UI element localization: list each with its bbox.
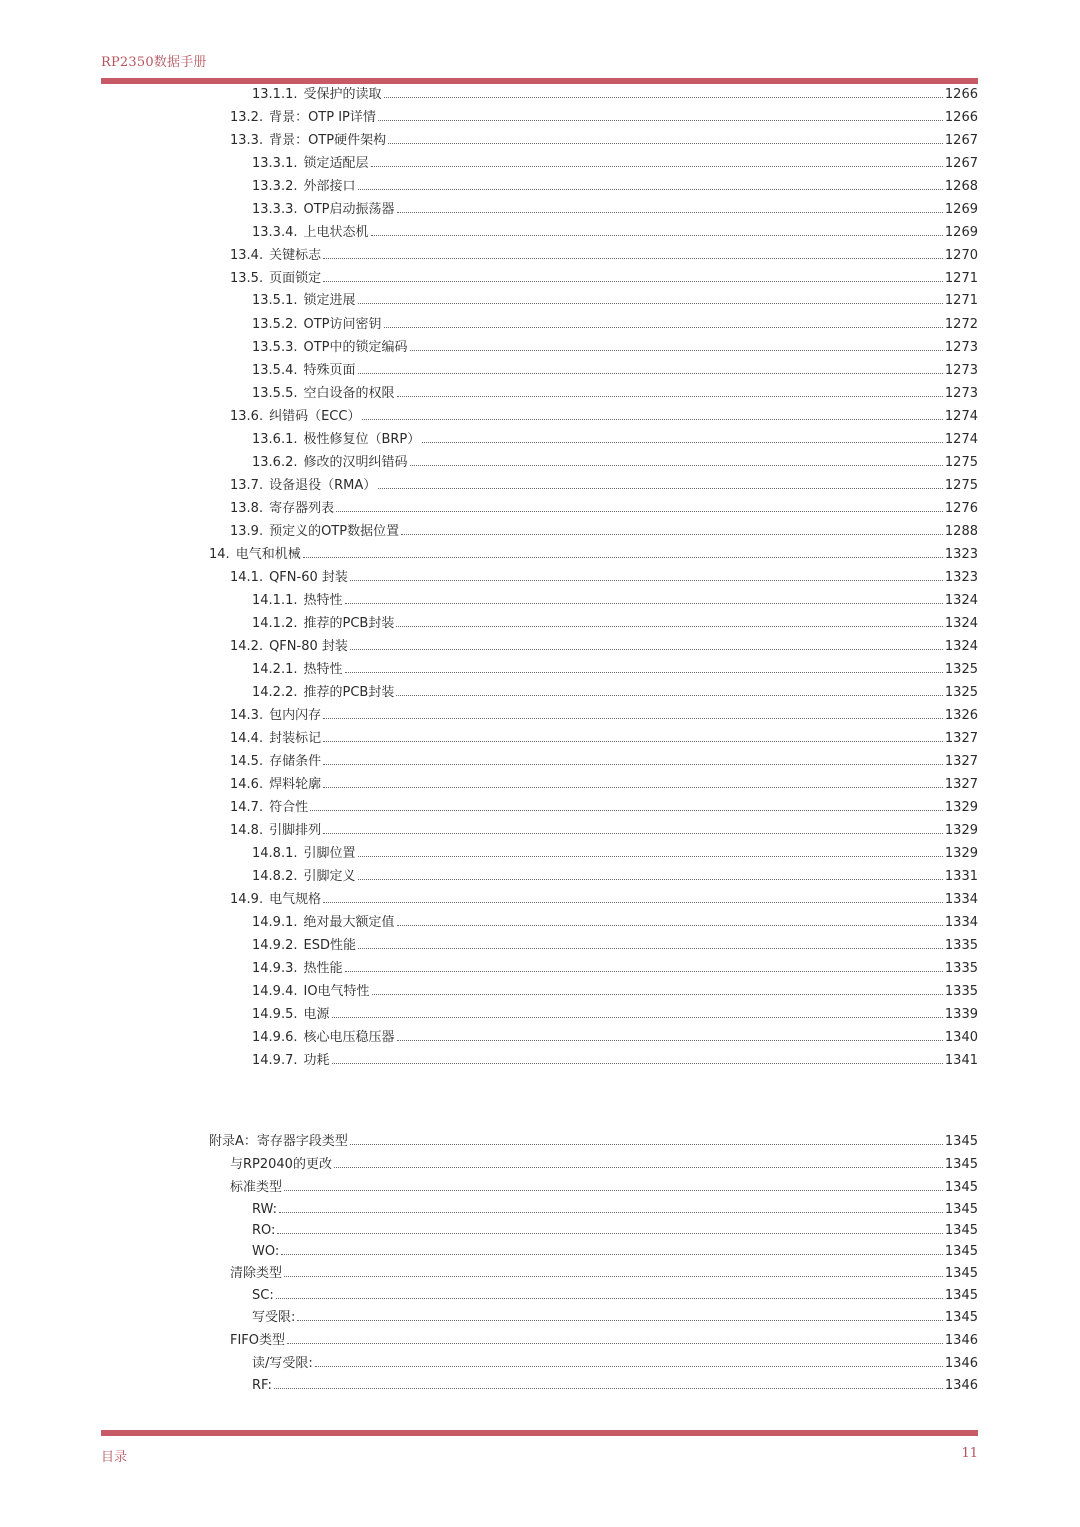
toc-entry-title: 设备退役（RMA） xyxy=(269,478,377,493)
toc-entry-title: 功耗 xyxy=(303,1053,330,1068)
toc-entry-title: 电源 xyxy=(303,1007,330,1022)
toc-entry[interactable] xyxy=(230,798,978,818)
toc-entry-page-number: 1269 xyxy=(944,225,978,240)
toc-entry[interactable] xyxy=(252,936,978,956)
toc-dot-leader xyxy=(284,1190,943,1191)
toc-entry-page-number: 1271 xyxy=(944,293,978,308)
toc-dot-leader xyxy=(297,1320,943,1321)
toc-entry[interactable] xyxy=(209,1132,978,1152)
toc-entry-number: 14. xyxy=(209,547,230,562)
toc-entry-title: 寄存器列表 xyxy=(269,501,335,516)
toc-entry[interactable] xyxy=(230,1264,978,1284)
toc-dot-leader xyxy=(410,350,943,351)
toc-entry-number: 14.9. xyxy=(230,892,264,907)
toc-entry-page-number: 1267 xyxy=(944,156,978,171)
toc-dot-leader xyxy=(358,856,943,857)
toc-entry-page-number: 1323 xyxy=(944,570,978,585)
toc-dot-leader xyxy=(350,580,943,581)
toc-entry-title: SC: xyxy=(252,1288,274,1303)
toc-entry-page-number: 1324 xyxy=(944,616,978,631)
toc-dot-leader xyxy=(396,626,943,627)
toc-entry[interactable] xyxy=(252,315,978,335)
toc-entry[interactable] xyxy=(252,982,978,1002)
toc-entry-title: QFN-60 封装 xyxy=(269,570,348,585)
toc-entry-number: 13.5.4. xyxy=(252,363,298,378)
toc-entry[interactable] xyxy=(230,775,978,795)
toc-entry-number: 13.5.1. xyxy=(252,293,298,308)
toc-entry[interactable] xyxy=(252,591,978,611)
toc-entry-page-number: 1345 xyxy=(944,1266,978,1281)
footer-section-label: 目录 xyxy=(101,1450,128,1465)
toc-entry-page-number: 1270 xyxy=(944,248,978,263)
toc-entry-page-number: 1268 xyxy=(944,179,978,194)
toc-entry[interactable] xyxy=(252,614,978,634)
toc-entry[interactable] xyxy=(230,499,978,519)
toc-entry-number: 13.3.4. xyxy=(252,225,298,240)
toc-entry-page-number: 1272 xyxy=(944,317,978,332)
toc-entry-title: 标准类型 xyxy=(230,1180,283,1195)
toc-entry-page-number: 1339 xyxy=(944,1007,978,1022)
toc-entry-page-number: 1326 xyxy=(944,708,978,723)
toc-dot-leader xyxy=(345,672,943,673)
toc-entry-number: 14.9.5. xyxy=(252,1007,298,1022)
toc-entry[interactable] xyxy=(252,867,978,887)
toc-entry-number: 13.5.2. xyxy=(252,317,298,332)
toc-entry-number: 13.3. xyxy=(230,133,264,148)
toc-entry-page-number: 1334 xyxy=(944,915,978,930)
toc-entry-title: 极性修复位（BRP） xyxy=(303,432,421,447)
toc-entry-page-number: 1325 xyxy=(944,685,978,700)
toc-dot-leader xyxy=(371,235,943,236)
toc-entry-page-number: 1275 xyxy=(944,455,978,470)
toc-dot-leader xyxy=(350,1144,943,1145)
toc-entry[interactable] xyxy=(252,1286,978,1306)
toc-entry[interactable] xyxy=(230,522,978,542)
toc-entry[interactable] xyxy=(252,1005,978,1025)
toc-entry-page-number: 1273 xyxy=(944,340,978,355)
toc-entry-number: 14.6. xyxy=(230,777,264,792)
toc-dot-leader xyxy=(350,649,943,650)
toc-entry[interactable] xyxy=(252,1028,978,1048)
toc-entry-number: 13.6.1. xyxy=(252,432,298,447)
toc-entry-page-number: 1267 xyxy=(944,133,978,148)
toc-entry-number: 13.3.2. xyxy=(252,179,298,194)
toc-entry[interactable] xyxy=(252,1051,978,1071)
toc-entry-title: 附录A：寄存器字段类型 xyxy=(209,1134,348,1149)
toc-dot-leader xyxy=(358,189,943,190)
toc-entry-page-number: 1345 xyxy=(944,1180,978,1195)
toc-dot-leader xyxy=(397,925,943,926)
toc-entry-title: 推荐的PCB封装 xyxy=(303,685,395,700)
toc-entry[interactable] xyxy=(252,1354,978,1374)
toc-entry-page-number: 1329 xyxy=(944,800,978,815)
toc-entry-title: 受保护的读取 xyxy=(303,87,382,102)
toc-entry-title: 引脚排列 xyxy=(269,823,322,838)
toc-entry-page-number: 1346 xyxy=(944,1333,978,1348)
toc-entry[interactable] xyxy=(230,407,978,427)
toc-entry-number: 14.8. xyxy=(230,823,264,838)
toc-dot-leader xyxy=(397,396,943,397)
toc-entry-page-number: 1335 xyxy=(944,938,978,953)
toc-dot-leader xyxy=(332,1017,943,1018)
toc-entry[interactable] xyxy=(230,568,978,588)
toc-entry-title: RW: xyxy=(252,1202,277,1217)
toc-entry[interactable] xyxy=(230,1331,978,1351)
toc-entry-page-number: 1345 xyxy=(944,1134,978,1149)
toc-dot-leader xyxy=(323,833,943,834)
toc-entry-number: 14.2. xyxy=(230,639,264,654)
toc-entry-page-number: 1329 xyxy=(944,823,978,838)
toc-entry-number: 14.2.1. xyxy=(252,662,298,677)
toc-entry-number: 13.6.2. xyxy=(252,455,298,470)
toc-entry[interactable] xyxy=(252,154,978,174)
toc-entry-title: 锁定适配层 xyxy=(303,156,369,171)
toc-entry-title: 热性能 xyxy=(303,961,343,976)
toc-entry[interactable] xyxy=(252,291,978,311)
toc-dot-leader xyxy=(384,327,943,328)
toc-entry-number: 14.8.2. xyxy=(252,869,298,884)
toc-entry[interactable] xyxy=(252,338,978,358)
toc-entry-title: RO: xyxy=(252,1223,276,1238)
toc-entry-page-number: 1266 xyxy=(944,110,978,125)
toc-entry-title: OTP访问密钥 xyxy=(303,317,382,332)
toc-dot-leader xyxy=(310,810,943,811)
toc-dot-leader xyxy=(323,787,943,788)
toc-entry-title: 电气和机械 xyxy=(235,547,301,562)
toc-dot-leader xyxy=(362,419,942,420)
toc-entry-page-number: 1345 xyxy=(944,1202,978,1217)
toc-entry-number: 13.3.1. xyxy=(252,156,298,171)
toc-entry-number: 13.7. xyxy=(230,478,264,493)
toc-entry-page-number: 1331 xyxy=(944,869,978,884)
toc-entry-number: 14.9.1. xyxy=(252,915,298,930)
toc-entry[interactable] xyxy=(252,200,978,220)
toc-entry-page-number: 1327 xyxy=(944,754,978,769)
toc-entry-title: OTP启动振荡器 xyxy=(303,202,395,217)
toc-entry[interactable] xyxy=(252,844,978,864)
toc-dot-leader xyxy=(323,741,943,742)
toc-dot-leader xyxy=(303,557,943,558)
toc-dot-leader xyxy=(358,373,943,374)
toc-dot-leader xyxy=(422,442,943,443)
toc-entry-number: 13.5.5. xyxy=(252,386,298,401)
toc-dot-leader xyxy=(279,1212,943,1213)
toc-entry-page-number: 1274 xyxy=(944,409,978,424)
toc-dot-leader xyxy=(371,166,943,167)
toc-dot-leader xyxy=(276,1298,943,1299)
toc-dot-leader xyxy=(332,1063,943,1064)
toc-entry[interactable] xyxy=(252,177,978,197)
toc-entry-page-number: 1340 xyxy=(944,1030,978,1045)
toc-entry-page-number: 1345 xyxy=(944,1244,978,1259)
toc-entry-page-number: 1345 xyxy=(944,1223,978,1238)
toc-entry[interactable] xyxy=(230,637,978,657)
toc-entry-title: WO: xyxy=(252,1244,280,1259)
footer-rule xyxy=(101,1430,978,1436)
toc-entry[interactable] xyxy=(230,476,978,496)
toc-entry[interactable] xyxy=(252,959,978,979)
toc-entry-number: 14.1. xyxy=(230,570,264,585)
toc-dot-leader xyxy=(358,879,943,880)
toc-dot-leader xyxy=(277,1233,942,1234)
toc-entry[interactable] xyxy=(230,890,978,910)
toc-entry-title: 空白设备的权限 xyxy=(303,386,395,401)
toc-entry-title: 背景：OTP硬件架构 xyxy=(269,133,387,148)
toc-entry[interactable] xyxy=(252,223,978,243)
toc-entry-title: 上电状态机 xyxy=(303,225,369,240)
toc-entry-title: 电气规格 xyxy=(269,892,322,907)
footer-page-number: 11 xyxy=(961,1446,978,1461)
toc-entry-title: 热特性 xyxy=(303,662,343,677)
toc-entry-page-number: 1346 xyxy=(944,1378,978,1393)
toc-dot-leader xyxy=(323,258,943,259)
toc-entry-page-number: 1345 xyxy=(944,1157,978,1172)
toc-dot-leader xyxy=(378,488,943,489)
toc-entry[interactable] xyxy=(252,913,978,933)
toc-entry-number: 14.9.3. xyxy=(252,961,298,976)
toc-entry[interactable] xyxy=(252,430,978,450)
toc-entry[interactable] xyxy=(230,706,978,726)
toc-entry-page-number: 1345 xyxy=(944,1288,978,1303)
toc-entry-title: 写受限: xyxy=(252,1310,296,1325)
toc-dot-leader xyxy=(287,1343,943,1344)
toc-dot-leader xyxy=(372,994,943,995)
toc-entry-page-number: 1266 xyxy=(944,87,978,102)
toc-entry[interactable] xyxy=(252,1242,978,1262)
toc-entry-number: 13.4. xyxy=(230,248,264,263)
toc-dot-leader xyxy=(323,764,943,765)
toc-dot-leader xyxy=(358,303,943,304)
toc-dot-leader xyxy=(345,603,943,604)
toc-entry-number: 14.9.2. xyxy=(252,938,298,953)
toc-entry-title: 预定义的OTP数据位置 xyxy=(269,524,400,539)
toc-dot-leader xyxy=(281,1254,943,1255)
toc-entry[interactable] xyxy=(252,453,978,473)
toc-dot-leader xyxy=(401,534,943,535)
toc-entry[interactable] xyxy=(252,85,978,105)
toc-entry-title: QFN-80 封装 xyxy=(269,639,348,654)
toc-entry-page-number: 1323 xyxy=(944,547,978,562)
toc-entry-title: 封装标记 xyxy=(269,731,322,746)
toc-entry-number: 13.1.1. xyxy=(252,87,298,102)
toc-entry-number: 14.3. xyxy=(230,708,264,723)
toc-dot-leader xyxy=(358,948,943,949)
toc-entry[interactable] xyxy=(230,269,978,289)
toc-dot-leader xyxy=(410,465,943,466)
toc-dot-leader xyxy=(388,143,943,144)
toc-entry[interactable] xyxy=(252,660,978,680)
toc-entry-page-number: 1335 xyxy=(944,961,978,976)
toc-entry-title: 绝对最大额定值 xyxy=(303,915,395,930)
toc-entry[interactable] xyxy=(252,1308,978,1328)
toc-entry[interactable] xyxy=(252,1376,978,1396)
toc-entry-number: 14.9.7. xyxy=(252,1053,298,1068)
toc-entry-number: 14.4. xyxy=(230,731,264,746)
toc-entry-number: 14.8.1. xyxy=(252,846,298,861)
toc-entry-title: 与RP2040的更改 xyxy=(230,1157,332,1172)
toc-entry-title: 外部接口 xyxy=(303,179,356,194)
toc-entry-title: 焊料轮廓 xyxy=(269,777,322,792)
toc-entry[interactable] xyxy=(230,246,978,266)
toc-entry-title: 修改的汉明纠错码 xyxy=(303,455,408,470)
toc-entry-page-number: 1275 xyxy=(944,478,978,493)
toc-entry-number: 14.7. xyxy=(230,800,264,815)
toc-entry-number: 13.5.3. xyxy=(252,340,298,355)
toc-entry-number: 14.1.1. xyxy=(252,593,298,608)
toc-entry-page-number: 1325 xyxy=(944,662,978,677)
toc-entry-page-number: 1327 xyxy=(944,777,978,792)
toc-entry-page-number: 1276 xyxy=(944,501,978,516)
toc-entry-title: OTP中的锁定编码 xyxy=(303,340,408,355)
toc-entry-page-number: 1335 xyxy=(944,984,978,999)
toc-entry-page-number: 1271 xyxy=(944,271,978,286)
toc-entry-title: 关键标志 xyxy=(269,248,322,263)
toc-entry-title: 存储条件 xyxy=(269,754,322,769)
toc-dot-leader xyxy=(323,902,943,903)
toc-entry[interactable] xyxy=(230,131,978,151)
toc-dot-leader xyxy=(345,971,943,972)
toc-entry-number: 14.1.2. xyxy=(252,616,298,631)
toc-entry-number: 14.9.4. xyxy=(252,984,298,999)
toc-entry-title: 热特性 xyxy=(303,593,343,608)
toc-entry-title: 包内闪存 xyxy=(269,708,322,723)
toc-entry-title: 特殊页面 xyxy=(303,363,356,378)
toc-entry[interactable] xyxy=(252,1221,978,1241)
toc-dot-leader xyxy=(323,718,943,719)
toc-entry-page-number: 1288 xyxy=(944,524,978,539)
toc-entry-number: 13.3.3. xyxy=(252,202,298,217)
toc-entry-page-number: 1341 xyxy=(944,1053,978,1068)
toc-entry[interactable] xyxy=(230,1155,978,1175)
toc-entry[interactable] xyxy=(230,108,978,128)
toc-entry[interactable] xyxy=(252,683,978,703)
toc-entry-title: 读/写受限: xyxy=(252,1356,313,1371)
toc-entry-title: 核心电压稳压器 xyxy=(303,1030,395,1045)
toc-dot-leader xyxy=(315,1366,943,1367)
toc-dot-leader xyxy=(274,1388,943,1389)
toc-entry-title: RF: xyxy=(252,1378,272,1393)
toc-entry-title: 锁定进展 xyxy=(303,293,356,308)
toc-entry-title: 符合性 xyxy=(269,800,309,815)
toc-entry-title: 推荐的PCB封装 xyxy=(303,616,395,631)
toc-entry-number: 13.9. xyxy=(230,524,264,539)
toc-entry-page-number: 1329 xyxy=(944,846,978,861)
toc-entry-page-number: 1274 xyxy=(944,432,978,447)
toc-dot-leader xyxy=(334,1167,943,1168)
toc-dot-leader xyxy=(397,212,943,213)
toc-dot-leader xyxy=(396,695,943,696)
toc-entry-page-number: 1324 xyxy=(944,593,978,608)
toc-entry-page-number: 1273 xyxy=(944,363,978,378)
toc-entry-page-number: 1346 xyxy=(944,1356,978,1371)
toc-entry-number: 14.5. xyxy=(230,754,264,769)
toc-entry-page-number: 1273 xyxy=(944,386,978,401)
toc-entry[interactable] xyxy=(252,1200,978,1220)
toc-entry-title: 引脚位置 xyxy=(303,846,356,861)
toc-entry-title: FIFO类型 xyxy=(230,1333,286,1348)
toc-dot-leader xyxy=(378,120,943,121)
toc-entry-title: 背景：OTP IP详情 xyxy=(269,110,376,125)
toc-entry-number: 14.2.2. xyxy=(252,685,298,700)
toc-entry-page-number: 1324 xyxy=(944,639,978,654)
toc-entry[interactable] xyxy=(230,752,978,772)
toc-entry-number: 13.6. xyxy=(230,409,264,424)
toc-entry[interactable] xyxy=(252,361,978,381)
document-title: RP2350数据手册 xyxy=(101,55,207,70)
toc-dot-leader xyxy=(397,1040,943,1041)
toc-entry-page-number: 1334 xyxy=(944,892,978,907)
toc-entry-number: 14.9.6. xyxy=(252,1030,298,1045)
toc-entry-title: 清除类型 xyxy=(230,1266,283,1281)
toc-entry-page-number: 1269 xyxy=(944,202,978,217)
toc-entry[interactable] xyxy=(230,1178,978,1198)
toc-entry-number: 13.5. xyxy=(230,271,264,286)
toc-entry-title: ESD性能 xyxy=(303,938,356,953)
toc-dot-leader xyxy=(336,511,943,512)
toc-entry-number: 13.8. xyxy=(230,501,264,516)
toc-entry-page-number: 1345 xyxy=(944,1310,978,1325)
toc-dot-leader xyxy=(384,97,943,98)
toc-entry-page-number: 1327 xyxy=(944,731,978,746)
toc-entry-title: 页面锁定 xyxy=(269,271,322,286)
toc-entry[interactable] xyxy=(252,384,978,404)
toc-dot-leader xyxy=(284,1276,943,1277)
toc-entry-title: 引脚定义 xyxy=(303,869,356,884)
toc-entry-title: IO电气特性 xyxy=(303,984,370,999)
toc-entry[interactable] xyxy=(230,729,978,749)
toc-entry-number: 13.2. xyxy=(230,110,264,125)
toc-entry[interactable] xyxy=(209,545,978,565)
toc-entry[interactable] xyxy=(230,821,978,841)
toc-entry-title: 纠错码（ECC） xyxy=(269,409,361,424)
toc-dot-leader xyxy=(323,281,943,282)
